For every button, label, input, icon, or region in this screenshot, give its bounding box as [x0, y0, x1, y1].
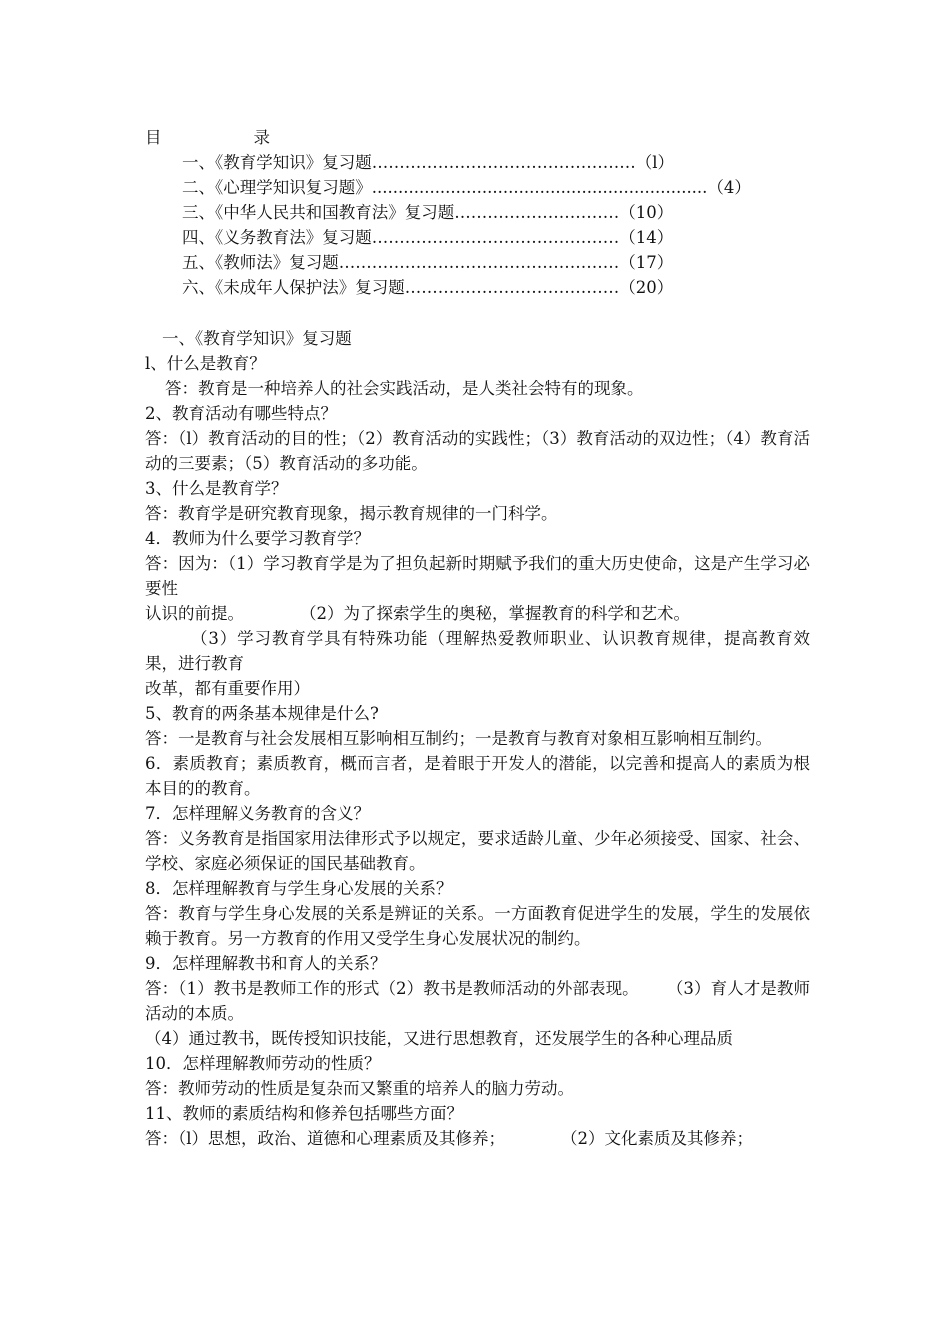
answer-4-line-2b: （2）为了探索学生的奥秘，掌握教育的科学和艺术。	[300, 604, 690, 623]
question-1: l、什么是教育？	[145, 354, 266, 373]
answer-9-part-1	[145, 976, 810, 1026]
question-11: 11、教师的素质结构和修养包括哪些方面？	[145, 1104, 463, 1123]
question-6: 6．素质教育；素质教育，概而言者，是着眼于开发人的潜能，以完善和提高人的素质为根本目的的教育。	[145, 754, 810, 798]
toc-title	[145, 125, 810, 150]
toc-title-left: 目	[145, 128, 162, 147]
answer-5: 答：一是教育与社会发展相互影响相互制约；一是教育与教育对象相互影响相互制约。	[145, 729, 772, 748]
question-2: 2、教育活动有哪些特点？	[145, 404, 337, 423]
answer-11-a: 答：（l）思想，政治、道德和心理素质及其修养；	[145, 1129, 506, 1148]
answer-4-line-3: （3）学习教育学具有特殊功能（理解热爱教师职业、认识教育规律，提高教育效果，进行教育	[145, 629, 810, 673]
toc-item[interactable]: 二、《心理学知识复习题》................................................................（4）	[182, 178, 751, 197]
question-7: 7．怎样理解义务教育的含义？	[145, 804, 370, 823]
answer-4-line-4: 改革，都有重要作用）	[145, 679, 310, 698]
question-10: 10．怎样理解教师劳动的性质？	[145, 1054, 381, 1073]
question-5: 5、教育的两条基本规律是什么?	[145, 704, 379, 723]
answer-10: 答：教师劳动的性质是复杂而又繁重的培养人的脑力劳动。	[145, 1079, 574, 1098]
answer-11-b: （2）文化素质及其修养；	[561, 1129, 754, 1148]
document-page	[145, 125, 810, 1151]
toc-item[interactable]: 五、《教师法》复习题……………………………………………（17）	[182, 253, 674, 272]
question-8: 8．怎样理解教育与学生身心发展的关系？	[145, 879, 453, 898]
answer-9-a: 答：（1）教书是教师工作的形式（2）教书是教师活动的外部表现。	[145, 979, 639, 998]
toc-title-right: 录	[253, 128, 270, 147]
answer-9-b: （3）育人才是教师活动的本质。	[145, 979, 810, 1023]
question-9: 9．怎样理解教书和育人的关系？	[145, 954, 387, 973]
question-4: 4．教师为什么要学习教育学？	[145, 529, 370, 548]
section-heading: 一、《教育学知识》复习题	[162, 329, 352, 348]
answer-4-line-2	[145, 601, 810, 626]
answer-7: 答：义务教育是指国家用法律形式予以规定，要求适龄儿童、少年必须接受、国家、社会、学校、家庭必须保证的国民基础教育。	[145, 829, 810, 873]
toc-item[interactable]: 一、《教育学知识》复习题…………………………………………（l）	[182, 153, 675, 172]
question-3: 3、什么是教育学？	[145, 479, 288, 498]
answer-9-part-2: （4）通过教书，既传授知识技能，又进行思想教育，还发展学生的各种心理品质	[145, 1029, 733, 1048]
toc-item[interactable]: 六、《未成年人保护法》复习题…………………………………（20）	[182, 278, 674, 297]
answer-11	[145, 1126, 810, 1151]
answer-4-line-1: 答：因为：（1）学习教育学是为了担负起新时期赋予我们的重大历史使命，这是产生学习必要性	[145, 554, 810, 598]
answer-4-line-2a: 认识的前提。	[145, 604, 244, 623]
answer-2: 答：（l）教育活动的目的性；（2）教育活动的实践性；（3）教育活动的双边性；（4）教育活动的三要素；（5）教育活动的多功能。	[145, 429, 810, 473]
answer-3: 答：教育学是研究教育现象，揭示教育规律的一门科学。	[145, 504, 558, 523]
answer-1: 答：教育是一种培养人的社会实践活动，是人类社会特有的现象。	[165, 379, 644, 398]
toc-item[interactable]: 三、《中华人民共和国教育法》复习题…………………………（10）	[182, 203, 674, 222]
toc-item[interactable]: 四、《义务教育法》复习题………………………………………（14）	[182, 228, 674, 247]
answer-8: 答：教育与学生身心发展的关系是辨证的关系。一方面教育促进学生的发展，学生的发展依赖于教育。另一方教育的作用又受学生身心发展状况的制约。	[145, 904, 810, 948]
